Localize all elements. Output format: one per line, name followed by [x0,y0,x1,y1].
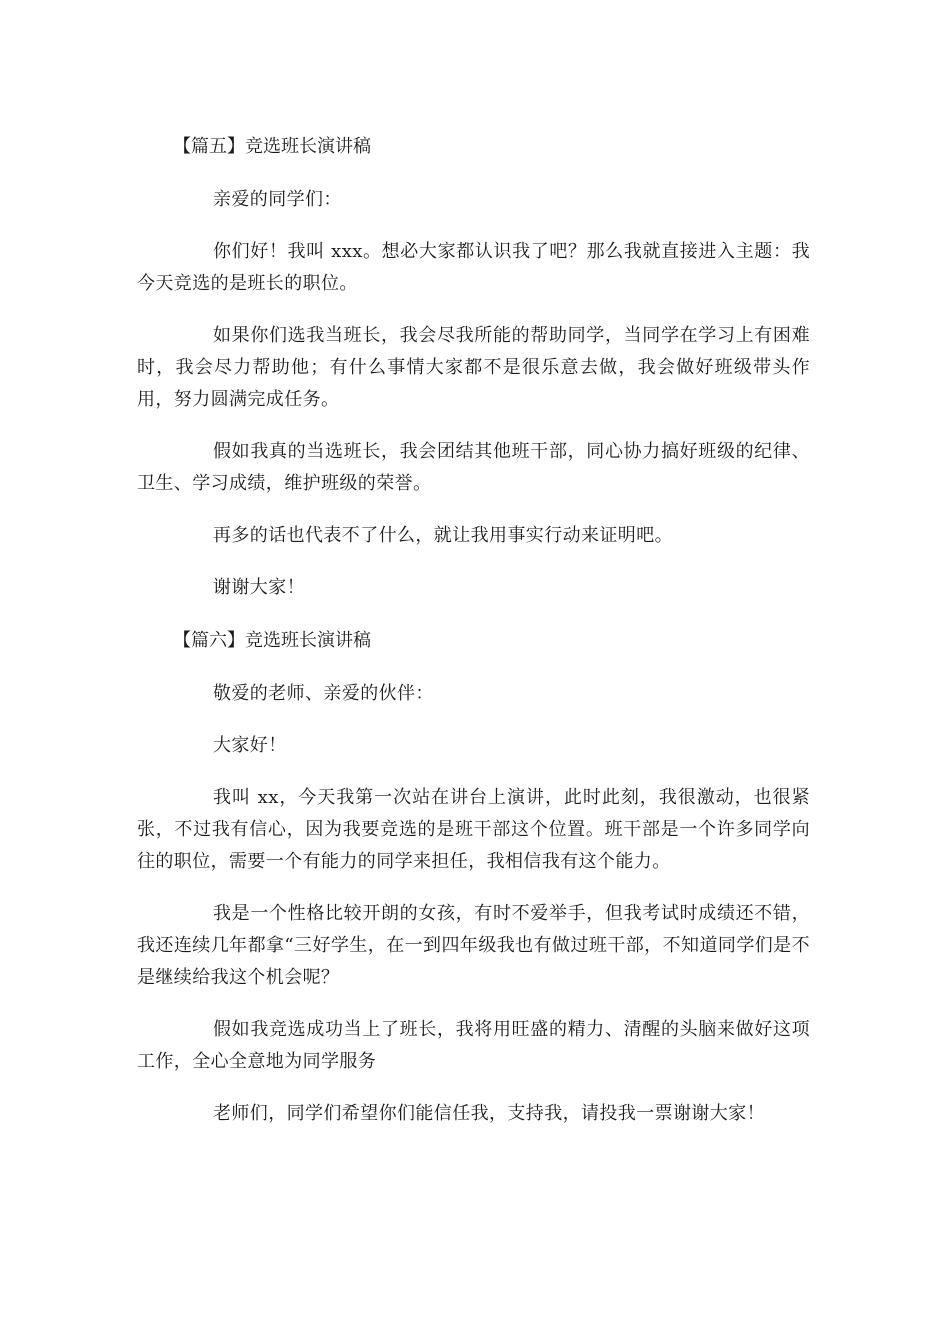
paragraph: 老师们，同学们希望你们能信任我，支持我，请投我一票谢谢大家！ [213,1103,765,1124]
paragraph: 再多的话也代表不了什么，就让我用事实行动来证明吧。 [213,525,673,546]
paragraph: 亲爱的同学们： [213,189,342,210]
section-5 [137,130,810,604]
paragraph: 谢谢大家！ [213,577,305,598]
paragraph: 我叫 xx，今天我第一次站在讲台上演讲，此时此刻，我很激动，也很紧张，不过我有信心，因为我要竞选的是班干部这个位置。班干部是一个许多同学向往的职位，需要一个有能力的同学来担任，我相信我有这个能力。 [137,787,810,872]
paragraph: 敬爱的老师、亲爱的伙伴： [213,683,434,704]
section-6 [137,624,810,1130]
section-title: 【篇六】竞选班长演讲稿 [173,630,371,651]
paragraph: 假如我真的当选班长，我会团结其他班干部，同心协力搞好班级的纪律、卫生、学习成绩，维护班级的荣誉。 [137,441,810,494]
paragraph: 你们好！我叫 xxx。想必大家都认识我了吧？那么我就直接进入主题：我今天竞选的是班长的职位。 [137,241,810,294]
paragraph: 我是一个性格比较开朗的女孩，有时不爱举手，但我考试时成绩还不错，我还连续几年都拿“三好学生，在一到四年级我也有做过班干部，不知道同学们是不是继续给我这个机会呢？ [137,903,810,988]
paragraph: 如果你们选我当班长，我会尽我所能的帮助同学，当同学在学习上有困难时，我会尽力帮助他；有什么事情大家都不是很乐意去做，我会做好班级带头作用，努力圆满完成任务。 [137,325,810,410]
section-title: 【篇五】竞选班长演讲稿 [173,136,371,157]
paragraph: 假如我竞选成功当上了班长，我将用旺盛的精力、清醒的头脑来做好这项工作，全心全意地为同学服务 [137,1019,810,1072]
paragraph: 大家好！ [213,735,287,756]
document-page [137,130,810,1130]
